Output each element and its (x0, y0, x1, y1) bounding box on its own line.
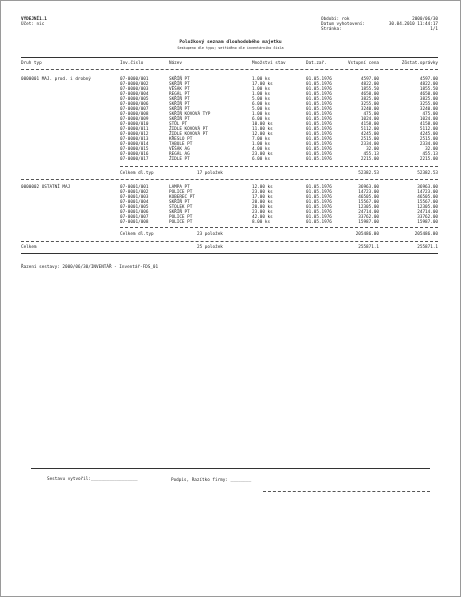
acquisition-date: 01.05.1976 (306, 127, 332, 132)
quantity: 11.00 ks (252, 127, 273, 132)
quantity: 23.00 ks (252, 152, 273, 157)
column-header-quantity: Množství stav (252, 61, 286, 66)
residual-value: 2215.00 (419, 157, 438, 162)
residual-value: 1855.50 (419, 87, 438, 92)
residual-value: 4245.00 (419, 132, 438, 137)
acquisition-date: 01.05.1976 (306, 152, 332, 157)
inventory-number: 07-0000/017 (120, 157, 149, 162)
subtotal-label: Celkem dl.typ (120, 232, 154, 237)
quantity: 20.00 ks (252, 205, 273, 210)
unit-value: 2515.00 (360, 137, 379, 142)
unit-value: 24714.00 (358, 210, 379, 215)
acquisition-date: 01.05.1976 (306, 220, 332, 225)
asset-name: KŘESLO PT (169, 137, 193, 142)
grand-total-count: 25 položek (197, 245, 223, 250)
subtotal-label: Celkem dl.typ (120, 171, 154, 176)
asset-name: STOLEK PT (169, 205, 193, 210)
inventory-number: 07-0001/008 (120, 220, 149, 225)
header-rule-top (21, 57, 438, 58)
asset-name: SKŘÍŇ PT (169, 102, 190, 107)
column-header-date: Dat.zař. (306, 61, 327, 66)
quantity: 6.00 ks (252, 102, 271, 107)
subtotal-row (1, 232, 460, 237)
inventory-number: 07-0000/002 (120, 82, 149, 87)
subtotal-count: 23 položek (197, 232, 223, 237)
acquisition-date: 01.05.1976 (306, 117, 332, 122)
page-number-label: Stránka: (321, 27, 342, 32)
report-filter-line: Řazení sestavy: 2000/06/30/INVENTÁŘ - Inventář-FDS_01 (21, 265, 159, 270)
unit-value: 15567.00 (358, 200, 379, 205)
quantity: 1.00 ks (252, 87, 271, 92)
inventory-number: 07-0000/016 (120, 152, 149, 157)
inventory-number: 07-0000/009 (120, 117, 149, 122)
asset-name: SKŘÍŇ PT (169, 97, 190, 102)
period-label: Období: rok (321, 17, 350, 22)
inventory-number: 07-0001/001 (120, 185, 149, 190)
residual-value: 2334.00 (419, 142, 438, 147)
quantity: 23.00 ks (252, 190, 273, 195)
quantity: 12.00 ks (252, 132, 273, 137)
grand-total-value: 255871.1 (417, 245, 438, 250)
created-by-signature: Sestavu vytvořil:__________________ (47, 477, 138, 482)
inventory-number: 07-0000/012 (120, 132, 149, 137)
asset-name: STŮL PT (169, 122, 188, 127)
inventory-number: 07-0000/005 (120, 97, 149, 102)
quantity: 5.00 ks (252, 107, 271, 112)
inventory-number: 07-0000/003 (120, 87, 149, 92)
inventory-number: 07-0001/007 (120, 215, 149, 220)
residual-value: 2515.00 (419, 137, 438, 142)
subtotal-value: 52382.53 (417, 171, 438, 176)
acquisition-date: 01.05.1976 (306, 112, 332, 117)
inventory-number: 07-0000/006 (120, 102, 149, 107)
quantity: 4.00 ks (252, 147, 271, 152)
inventory-number: 07-0000/014 (120, 142, 149, 147)
unit-value: 475.00 (363, 112, 379, 117)
quantity: 1.00 ks (252, 77, 271, 82)
column-header-unit-value: Vstupní cena (347, 61, 379, 66)
acquisition-date: 01.05.1976 (306, 87, 332, 92)
grand-total-rule (21, 241, 438, 242)
inventory-number: 07-0000/008 (120, 112, 149, 117)
column-header-type: Druh typ (21, 61, 42, 66)
residual-value: 36963.00 (417, 185, 438, 190)
unit-value: 1024.00 (360, 117, 379, 122)
unit-value: 4245.00 (360, 132, 379, 137)
inventory-number: 07-0001/002 (120, 190, 149, 195)
inventory-number: 07-0001/006 (120, 210, 149, 215)
acquisition-date: 01.05.1976 (306, 137, 332, 142)
inventory-number: 07-0001/003 (120, 195, 149, 200)
asset-name: POLICE PT (169, 215, 193, 220)
quantity: 6.00 ks (252, 157, 271, 162)
acquisition-date: 01.05.1976 (306, 132, 332, 137)
subtotal-rule (120, 166, 438, 167)
inventory-number: 07-0000/004 (120, 92, 149, 97)
subtotal-rule (120, 227, 438, 228)
asset-name: REGÁL AG (169, 152, 190, 157)
inventory-number: 07-0001/004 (120, 200, 149, 205)
residual-value: 12305.00 (417, 205, 438, 210)
residual-value: 3255.00 (419, 102, 438, 107)
inventory-number: 07-0000/013 (120, 137, 149, 142)
unit-value: 3255.00 (360, 102, 379, 107)
grand-total-label: Celkem (21, 245, 37, 250)
unit-value: 2215.00 (360, 157, 379, 162)
residual-value: 3240.00 (419, 107, 438, 112)
unit-value: 2334.00 (360, 142, 379, 147)
acquisition-date: 01.05.1976 (306, 205, 332, 210)
asset-name: SKŘÍŇ PT (169, 200, 190, 205)
quantity: 12.00 ks (252, 185, 273, 190)
asset-name: SKŘÍŇ PT (169, 210, 190, 215)
report-code: VÝDEJNÍ1.1 (21, 17, 47, 22)
quantity: 1.00 ks (252, 92, 271, 97)
asset-name: ŽIDLE KOVOVÁ PT (169, 132, 208, 137)
approved-signature: Podpis, Razítko firmy: ________ (171, 478, 252, 483)
unit-value: 455.13 (363, 152, 379, 157)
report-subtitle: Seskupeno dle typu; setříděno dle inventárního čísla (177, 46, 284, 50)
asset-name: POLICE PT (169, 190, 193, 195)
group-separator (21, 179, 438, 180)
acquisition-date: 01.05.1976 (306, 210, 332, 215)
acquisition-date: 01.05.1976 (306, 82, 332, 87)
quantity: 8.00 ks (252, 220, 271, 225)
unit-value: 3240.00 (360, 107, 379, 112)
quantity: 6.00 ks (252, 117, 271, 122)
asset-name: SKŘÍŇ PT (169, 82, 190, 87)
quantity: 17.00 ks (252, 82, 273, 87)
residual-value: 24714.00 (417, 210, 438, 215)
quantity: 7.00 ks (252, 137, 271, 142)
residual-value: 475.00 (422, 112, 438, 117)
inventory-number: 07-0000/001 (120, 77, 149, 82)
quantity: 20.00 ks (252, 200, 273, 205)
report-title: Položkový seznam dlouhodobého majetku (179, 40, 282, 45)
residual-value: 455.13 (422, 152, 438, 157)
grand-total-rule-bottom (21, 253, 438, 254)
acquisition-date: 01.05.1976 (306, 147, 332, 152)
table-row (1, 157, 460, 162)
page-number-value: 1/1 (430, 27, 438, 32)
residual-value: 32.00 (425, 147, 438, 152)
acquisition-date: 01.05.1976 (306, 92, 332, 97)
asset-name: SKŘÍŇ PT (169, 107, 190, 112)
unit-value: 5112.00 (360, 127, 379, 132)
quantity: 17.00 ks (252, 195, 273, 200)
acquisition-date: 01.05.1976 (306, 77, 332, 82)
acquisition-date: 01.05.1976 (306, 122, 332, 127)
subtotal-count: 17 položek (197, 171, 223, 176)
residual-value: 33762.00 (417, 215, 438, 220)
acquisition-date: 01.05.1976 (306, 142, 332, 147)
asset-name: POLICE PT (169, 220, 193, 225)
grand-total-row (1, 245, 460, 250)
residual-value: 4822.00 (419, 82, 438, 87)
column-header-value: Zůstat.oprávky (401, 61, 438, 66)
asset-name: VĚŠÁK AG (169, 147, 190, 152)
residual-value: 4158.00 (419, 122, 438, 127)
acquisition-date: 01.05.1976 (306, 215, 332, 220)
inventory-number: 07-0000/011 (120, 127, 149, 132)
asset-name: LAMPA PT (169, 185, 190, 190)
footer-rule (31, 468, 430, 469)
asset-name: TABULE PT (169, 142, 193, 147)
inventory-number: 07-0000/007 (120, 107, 149, 112)
grand-total-unit-value: 255871.1 (358, 245, 379, 250)
subtotal-value: 205486.00 (414, 232, 438, 237)
account-label: Účet: nic (21, 22, 45, 27)
table-row (1, 220, 460, 225)
acquisition-date: 01.05.1976 (306, 157, 332, 162)
column-header-inventory: Inv.číslo (120, 61, 144, 66)
residual-value: 15987.00 (417, 220, 438, 225)
acquisition-date: 01.05.1976 (306, 190, 332, 195)
asset-name: SKŘÍŇ KOVOVÁ TYP (169, 112, 211, 117)
column-header-name: Název (169, 61, 182, 66)
group-label: 0000001 MAJ. prod. i drobný (21, 77, 91, 82)
quantity: 5.00 ks (252, 97, 271, 102)
created-date-value: 30.04.2010 11:44:17 (388, 22, 438, 27)
unit-value: 14723.00 (358, 190, 379, 195)
unit-value: 1855.50 (360, 87, 379, 92)
acquisition-date: 01.05.1976 (306, 97, 332, 102)
unit-value: 4822.00 (360, 82, 379, 87)
acquisition-date: 01.05.1976 (306, 102, 332, 107)
asset-name: VĚŠÁK PT (169, 87, 190, 92)
unit-value: 32.00 (366, 147, 379, 152)
group-label: 0000002 OSTATNÍ MAJ (21, 185, 71, 190)
unit-value: 3825.00 (360, 97, 379, 102)
residual-value: 4597.00 (419, 77, 438, 82)
acquisition-date: 01.05.1976 (306, 195, 332, 200)
unit-value: 15987.00 (358, 220, 379, 225)
residual-value: 4650.00 (419, 92, 438, 97)
unit-value: 4650.00 (360, 92, 379, 97)
asset-name: SKŘÍŇ PT (169, 77, 190, 82)
acquisition-date: 01.05.1976 (306, 107, 332, 112)
asset-name: SKŘÍŇ PT (169, 117, 190, 122)
residual-value: 46505.00 (417, 195, 438, 200)
report-period-value: 2000/06/30 (412, 17, 438, 22)
quantity: 23.00 ks (252, 210, 273, 215)
asset-name: ŽIDLE PT (169, 157, 190, 162)
header-rule-bottom (21, 69, 438, 70)
unit-value: 12305.00 (358, 205, 379, 210)
unit-value: 4597.00 (360, 77, 379, 82)
inventory-number: 07-0000/010 (120, 122, 149, 127)
inventory-number: 07-0000/015 (120, 147, 149, 152)
residual-value: 15567.00 (417, 200, 438, 205)
residual-value: 3825.00 (419, 97, 438, 102)
asset-name: KOBEREC PT (169, 195, 195, 200)
subtotal-unit-value: 52382.53 (358, 171, 379, 176)
inventory-number: 07-0001/005 (120, 205, 149, 210)
subtotal-row (1, 171, 460, 176)
signature-line (263, 491, 430, 492)
quantity: 1.00 ks (252, 142, 271, 147)
quantity: 10.00 ks (252, 122, 273, 127)
unit-value: 33762.00 (358, 215, 379, 220)
subtotal-unit-value: 205486.00 (355, 232, 379, 237)
quantity: 42.00 ks (252, 215, 273, 220)
residual-value: 14723.00 (417, 190, 438, 195)
residual-value: 1024.00 (419, 117, 438, 122)
created-date-label: Datum vyhotovení: (321, 22, 365, 27)
asset-name: ŽIDLE KOVOVÁ PT (169, 127, 208, 132)
residual-value: 5112.00 (419, 127, 438, 132)
column-header-row (1, 61, 460, 66)
unit-value: 4158.00 (360, 122, 379, 127)
quantity: 1.00 ks (252, 112, 271, 117)
acquisition-date: 01.05.1976 (306, 185, 332, 190)
acquisition-date: 01.05.1976 (306, 200, 332, 205)
unit-value: 36963.00 (358, 185, 379, 190)
asset-name: REGÁL PT (169, 92, 190, 97)
unit-value: 46505.00 (358, 195, 379, 200)
